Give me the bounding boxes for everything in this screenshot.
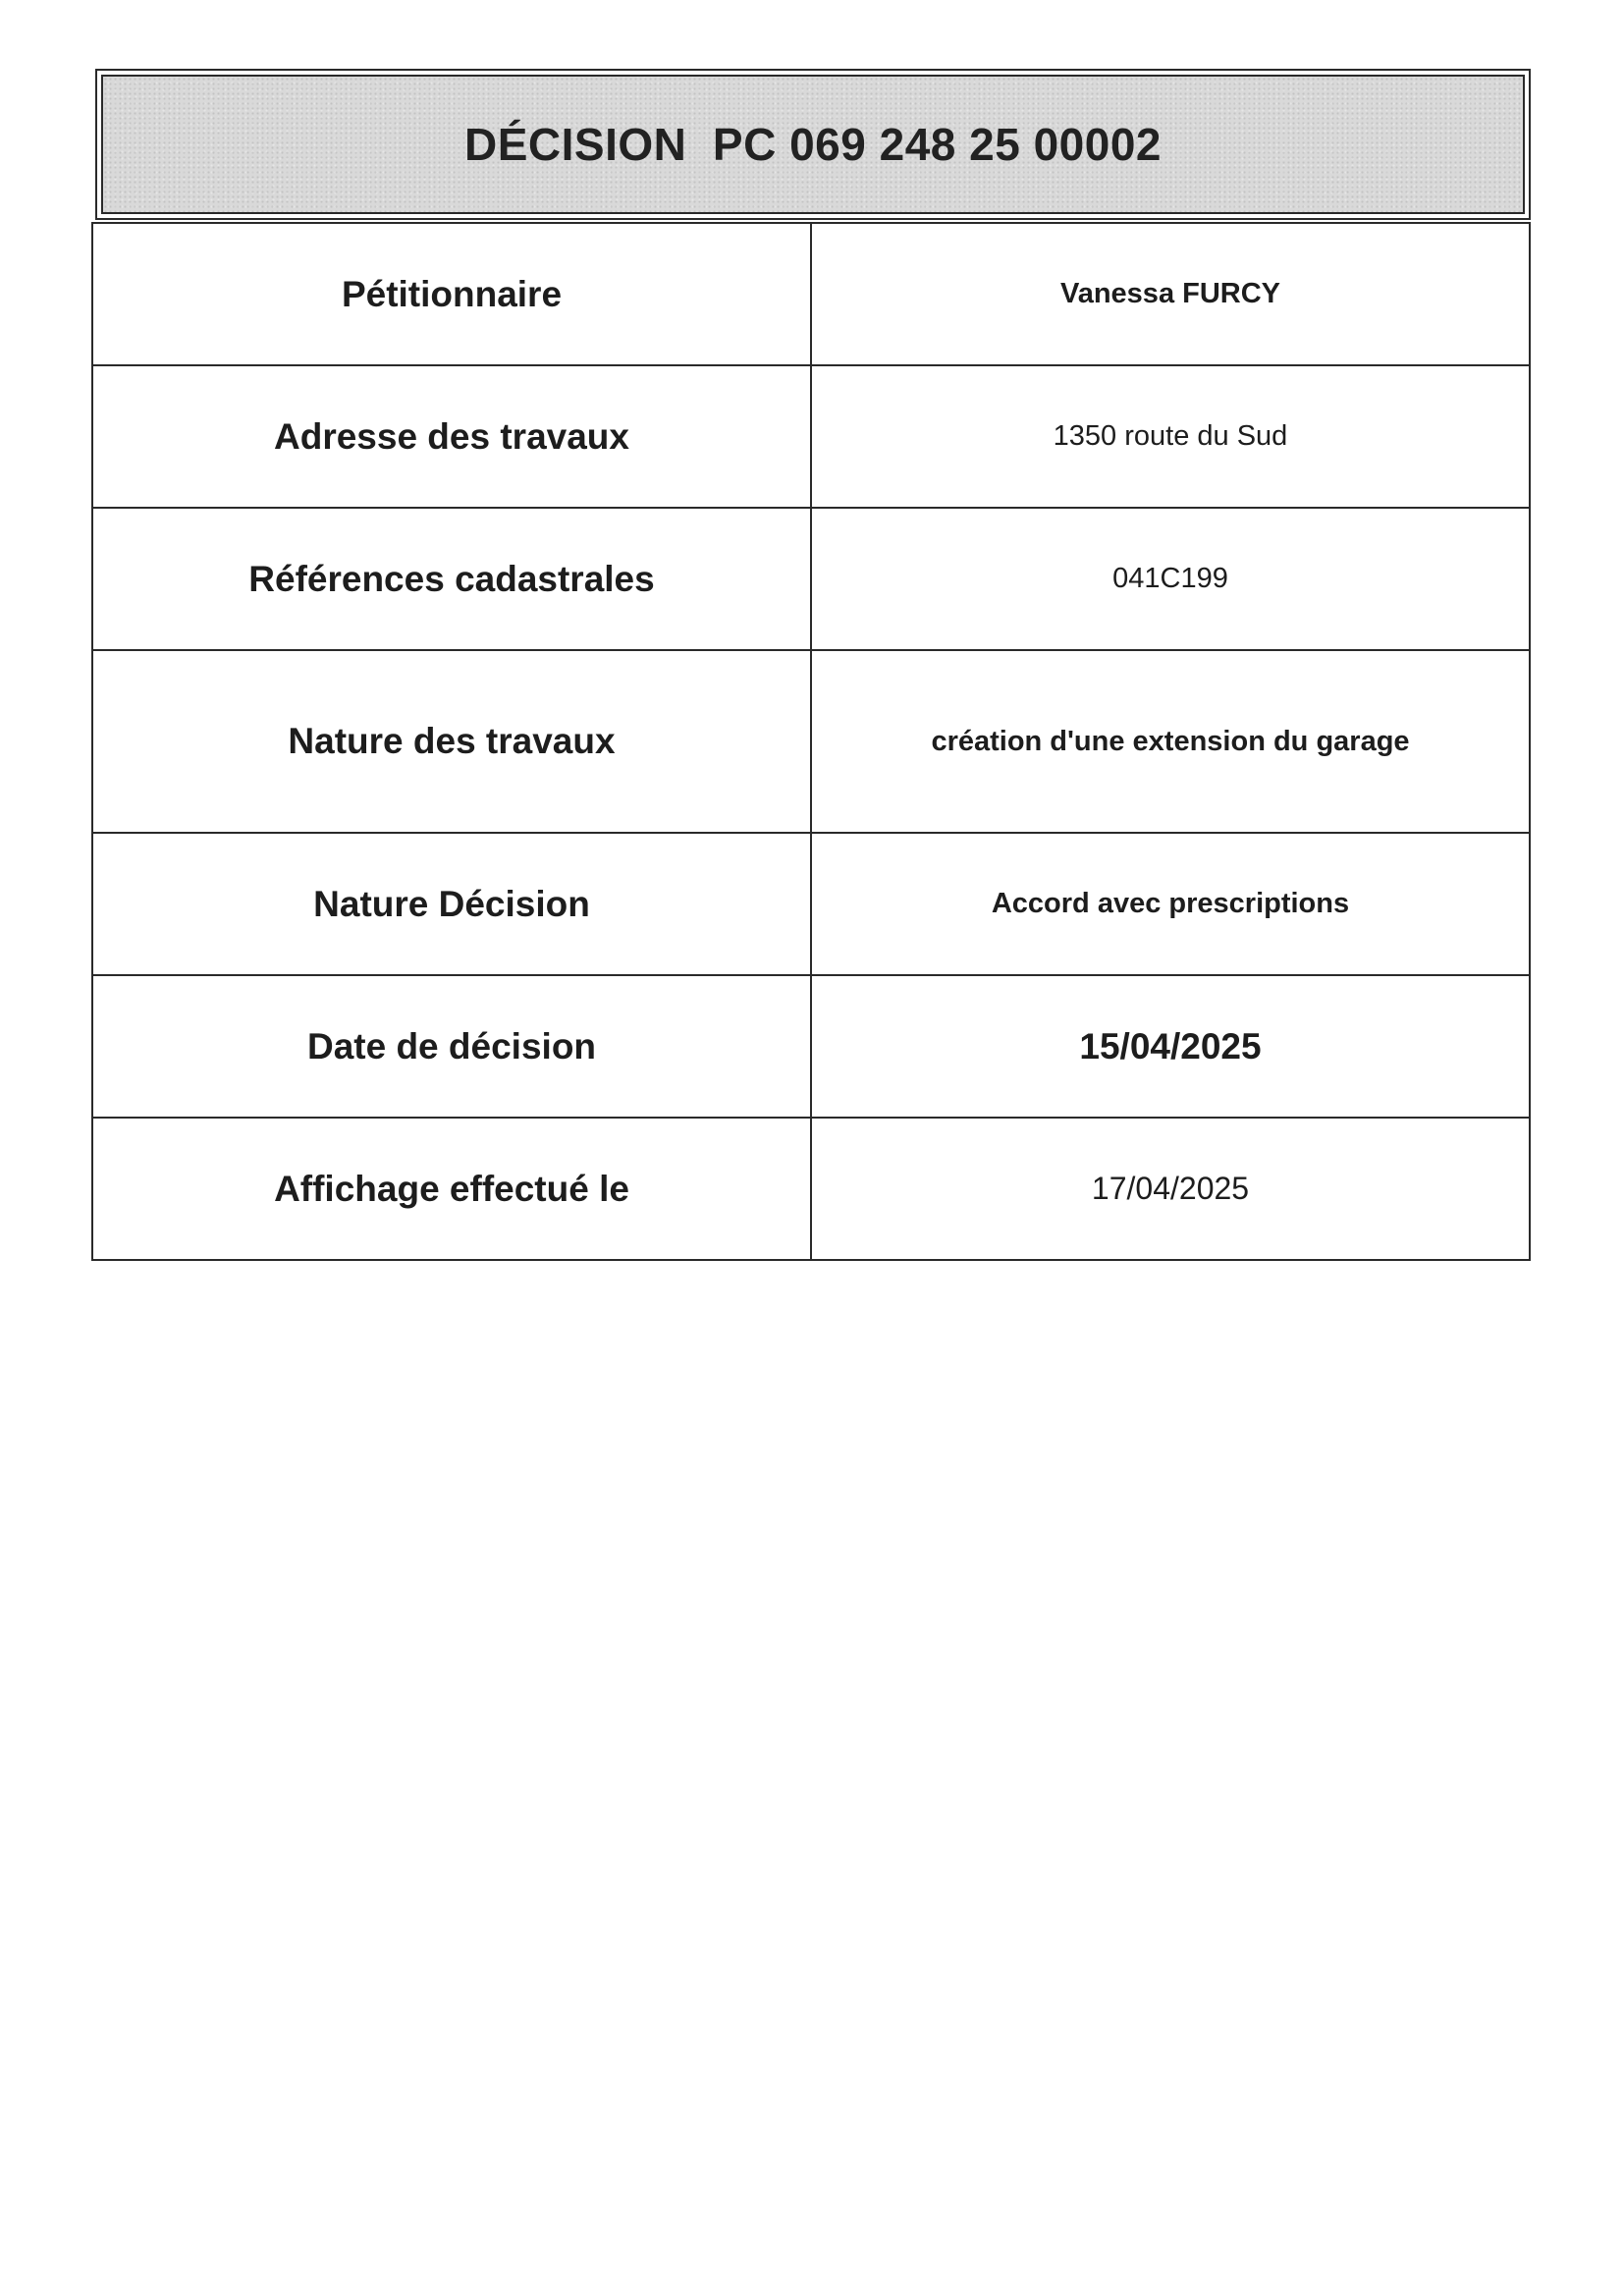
table-row-affichage	[92, 1118, 1530, 1260]
table-row-adresse	[92, 365, 1530, 508]
row-label-references: Références cadastrales	[92, 508, 811, 650]
row-value-affichage: 17/04/2025	[811, 1118, 1530, 1260]
row-value-nature-decision: Accord avec prescriptions	[811, 833, 1530, 975]
table-row-references	[92, 508, 1530, 650]
row-value-nature-travaux: création d'une extension du garage	[811, 650, 1530, 833]
row-value-date-decision: 15/04/2025	[811, 975, 1530, 1118]
decision-info-table	[91, 222, 1531, 1261]
row-label-nature-decision: Nature Décision	[92, 833, 811, 975]
table-row-date-decision	[92, 975, 1530, 1118]
row-value-references: 041C199	[811, 508, 1530, 650]
table-row-nature-travaux	[92, 650, 1530, 833]
row-label-affichage: Affichage effectué le	[92, 1118, 811, 1260]
table-row-nature-decision	[92, 833, 1530, 975]
decision-title: DÉCISION PC 069 248 25 00002	[463, 119, 1163, 170]
row-label-petitionnaire: Pétitionnaire	[92, 223, 811, 365]
row-label-adresse: Adresse des travaux	[92, 365, 811, 508]
row-value-adresse: 1350 route du Sud	[811, 365, 1530, 508]
row-label-date-decision: Date de décision	[92, 975, 811, 1118]
decision-header-inner	[101, 75, 1525, 214]
row-value-petitionnaire: Vanessa FURCY	[811, 223, 1530, 365]
table-row-petitionnaire	[92, 223, 1530, 365]
row-label-nature-travaux: Nature des travaux	[92, 650, 811, 833]
decision-header	[95, 69, 1531, 220]
